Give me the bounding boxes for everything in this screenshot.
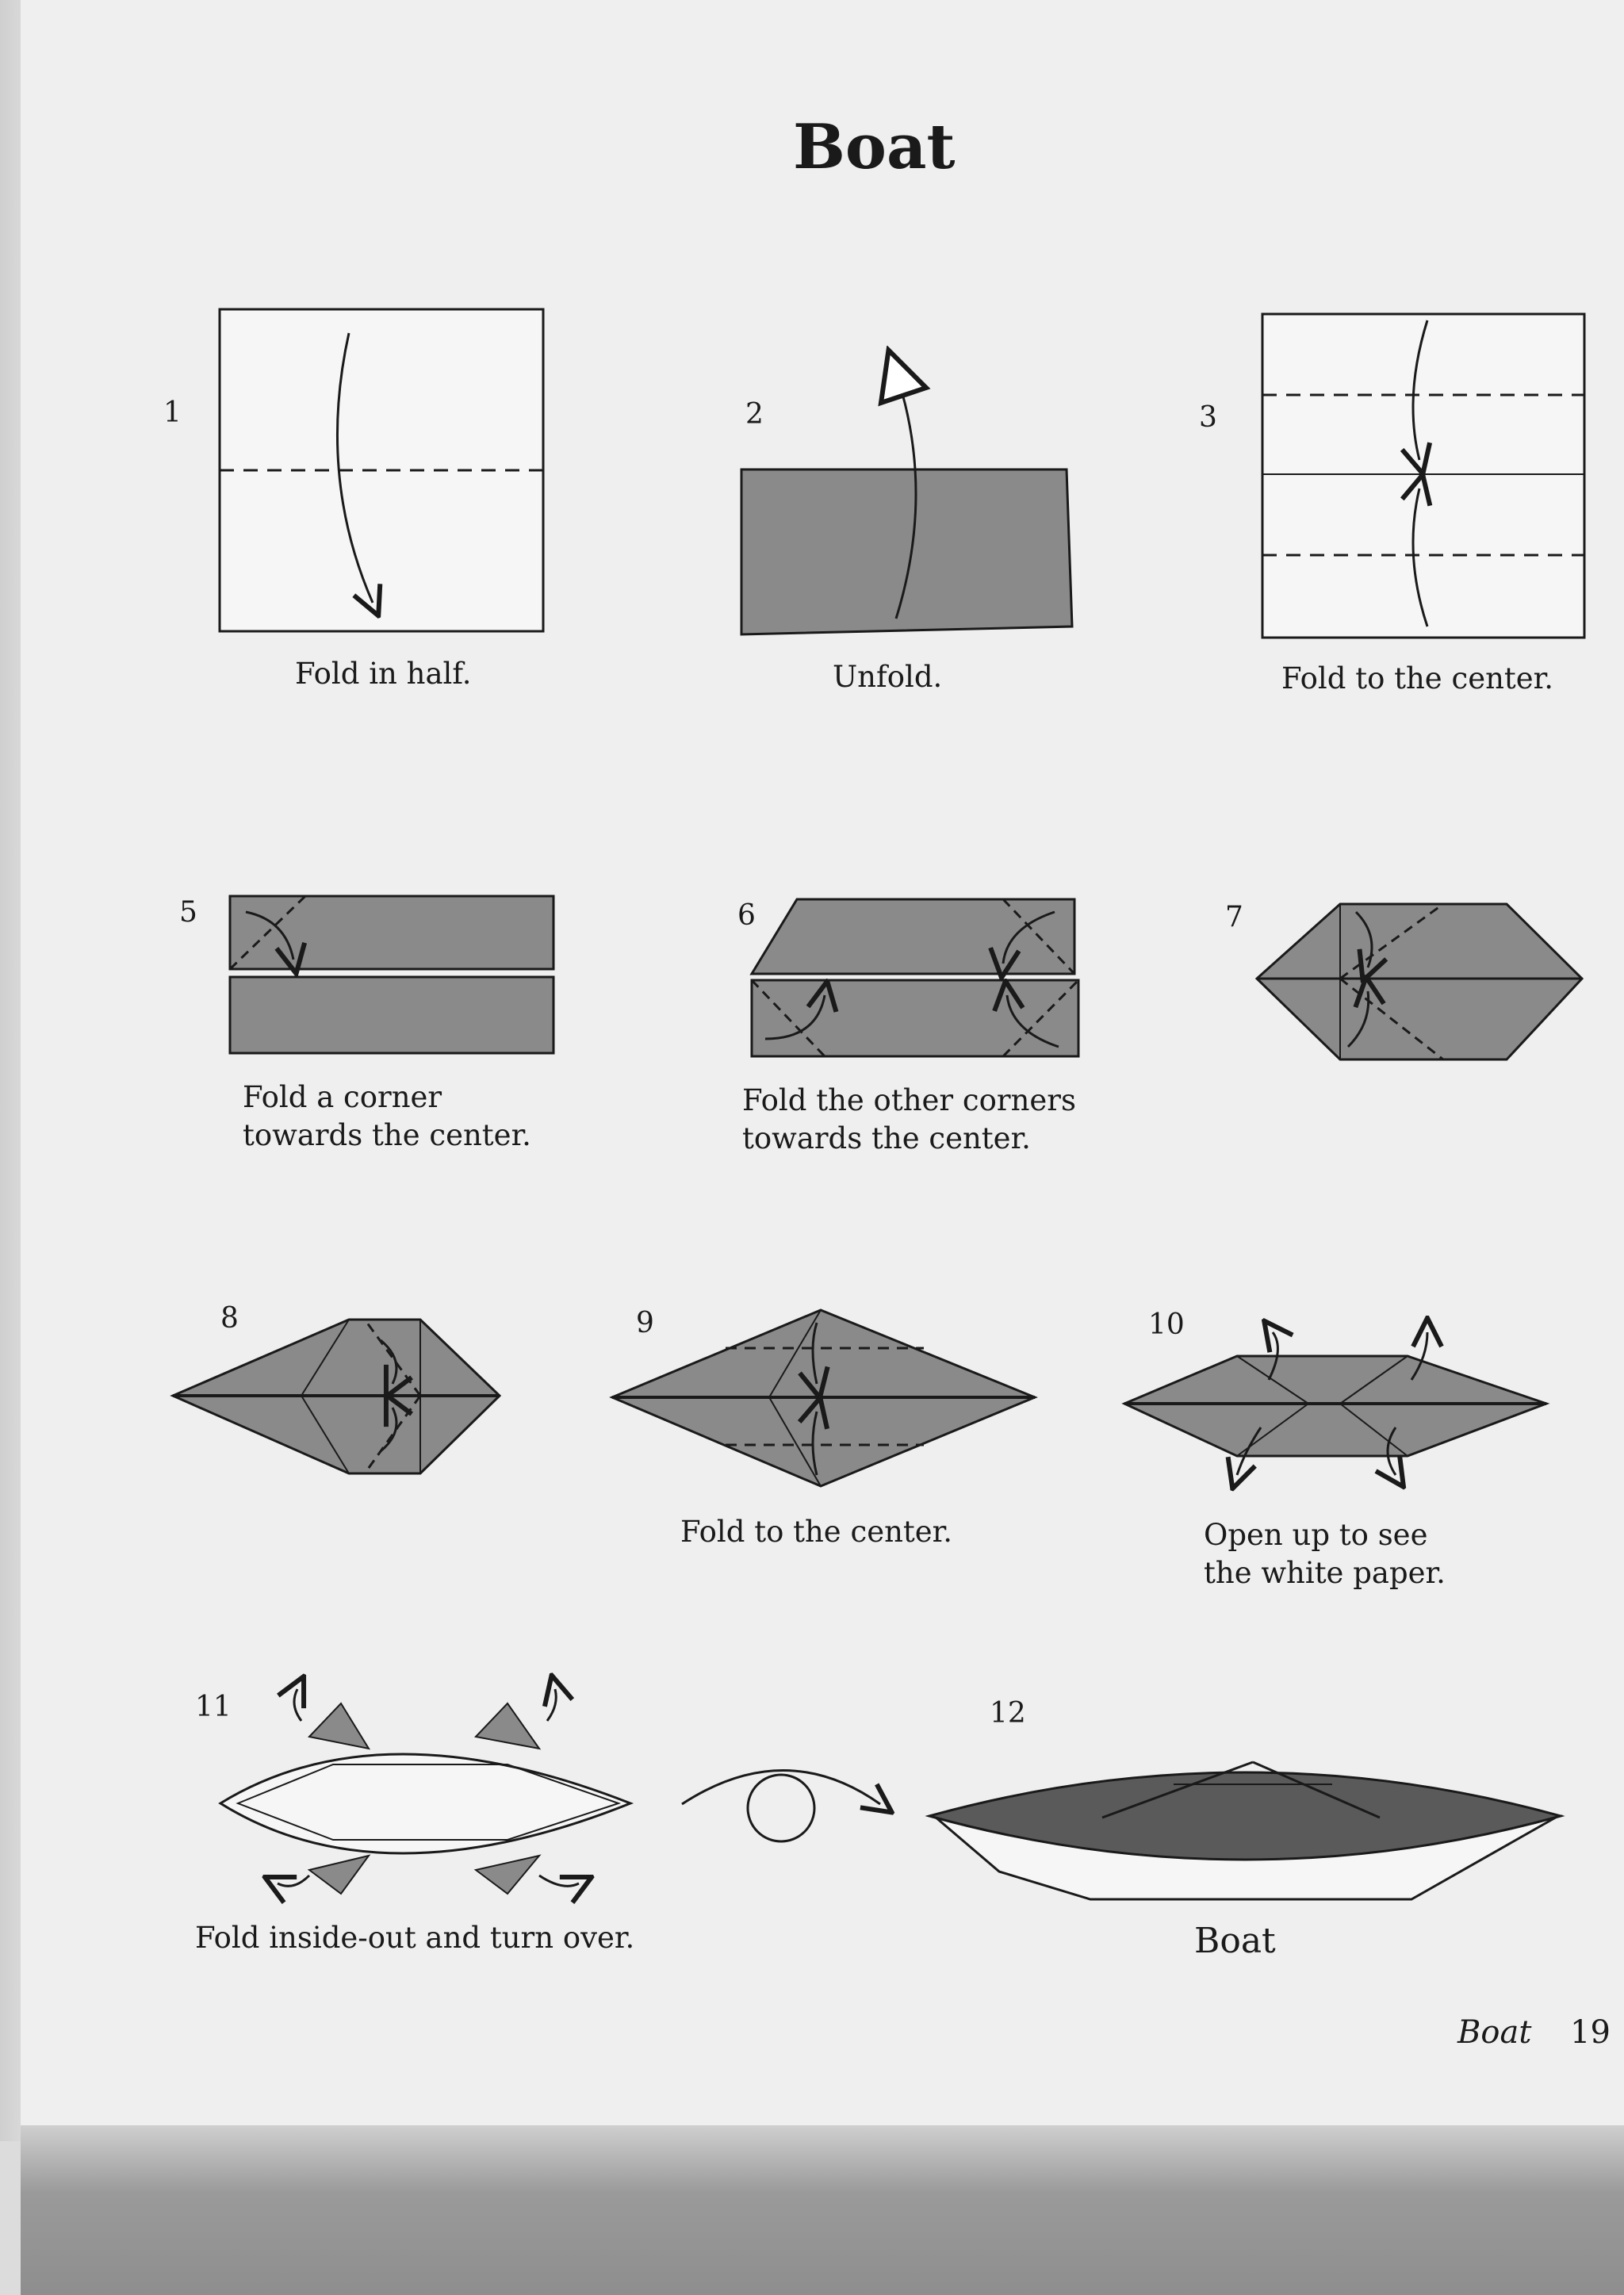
step-10-caption-line1: Open up to see [1204, 1518, 1428, 1552]
step-6-caption-line1: Fold the other corners [742, 1083, 1076, 1117]
step-9-diagram [612, 1310, 1035, 1486]
page-number: 19 [1570, 2014, 1611, 2051]
step-number-3: 3 [1199, 401, 1217, 434]
step-5-caption [243, 1079, 531, 1155]
step-number-7: 7 [1225, 901, 1243, 933]
step-6-caption-line2: towards the center. [742, 1121, 1031, 1155]
step-10-caption [1204, 1516, 1446, 1592]
step-9-caption: Fold to the center. [680, 1515, 953, 1549]
step-8-diagram [173, 1320, 500, 1473]
footer-section-title: Boat [1457, 2014, 1532, 2051]
step-1-caption: Fold in half. [295, 657, 472, 691]
step-number-5: 5 [179, 896, 197, 929]
step-6-diagram [752, 899, 1078, 1056]
step-3-caption: Fold to the center. [1281, 661, 1554, 695]
step-10-diagram [1124, 1332, 1546, 1475]
step-number-12: 12 [990, 1697, 1026, 1730]
step-number-11: 11 [195, 1691, 232, 1723]
turn-over-arrow-icon [682, 1771, 880, 1842]
step-number-6: 6 [737, 899, 756, 932]
page-title: Boat [793, 111, 956, 183]
step-6-caption [742, 1082, 1076, 1158]
step-number-8: 8 [220, 1302, 239, 1335]
step-7-diagram [1257, 904, 1582, 1059]
step-3-diagram [1262, 314, 1584, 638]
step-5-caption-line1: Fold a corner [243, 1080, 442, 1114]
step-5-caption-line2: towards the center. [243, 1118, 531, 1152]
step-10-caption-line2: the white paper. [1204, 1556, 1446, 1590]
step-2-diagram [741, 373, 1072, 634]
step-number-2: 2 [745, 398, 764, 431]
step-12-diagram [929, 1762, 1561, 1899]
step-5-diagram [230, 896, 553, 1053]
step-1-diagram [220, 309, 543, 631]
step-number-1: 1 [163, 397, 182, 429]
step-11-diagram [220, 1689, 630, 1894]
step-number-10: 10 [1148, 1308, 1185, 1341]
step-12-caption: Boat [1194, 1921, 1276, 1961]
step-11-caption: Fold inside-out and turn over. [195, 1921, 635, 1955]
step-number-9: 9 [636, 1307, 654, 1339]
step-2-caption: Unfold. [833, 660, 943, 694]
